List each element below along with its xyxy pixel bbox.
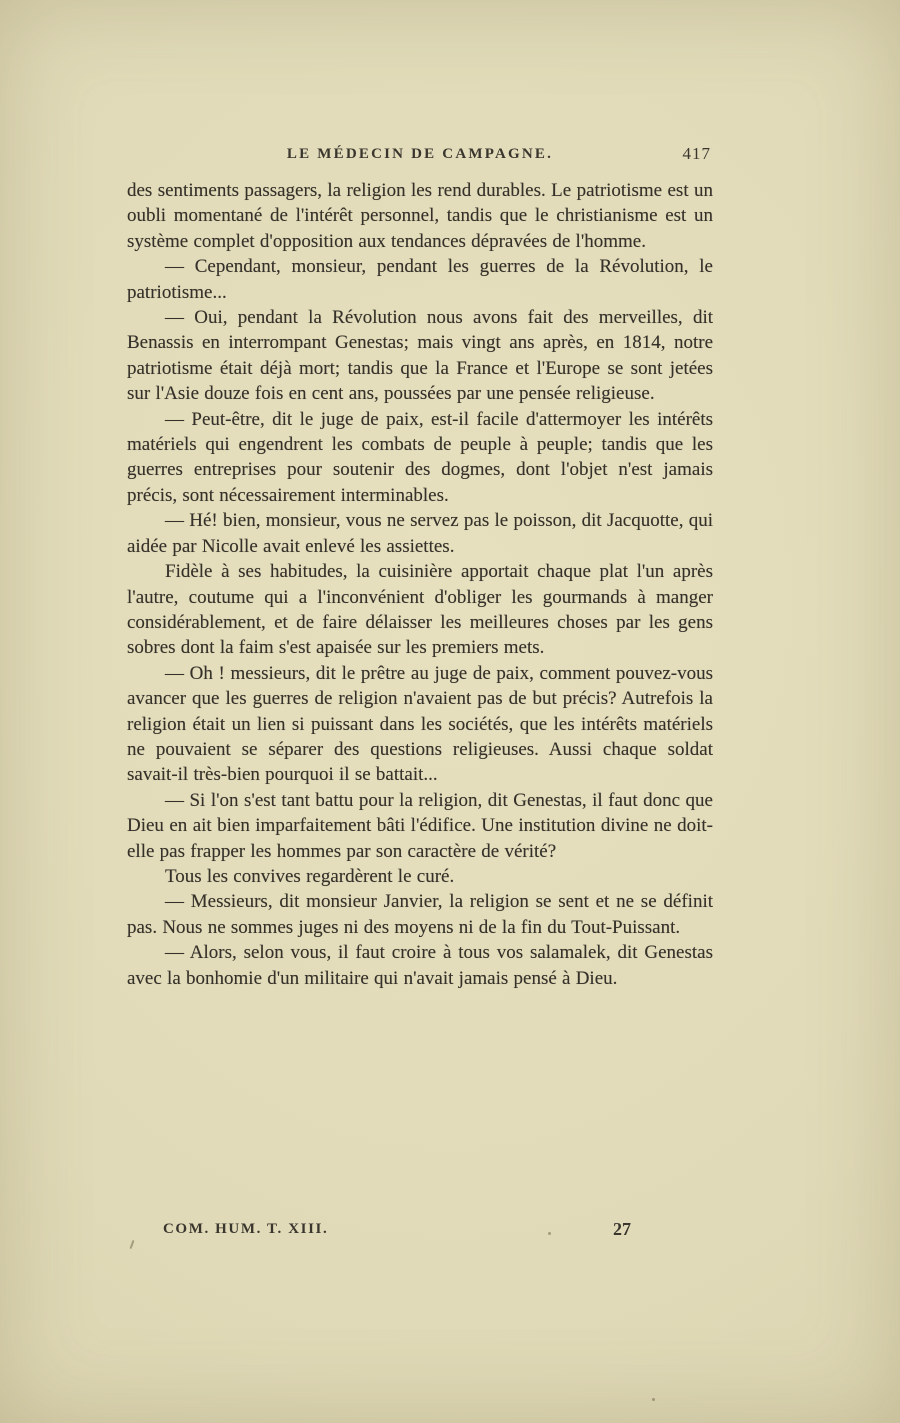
paragraph: — Si l'on s'est tant battu pour la religion, dit Genestas, il faut donc que Dieu en ait bien imparfaitement bâti l'édifice. Une institution divine ne doit-elle pas frapper les hommes par son caractère de vérité? bbox=[127, 789, 713, 862]
page-footer bbox=[127, 1221, 713, 1247]
page-body bbox=[127, 178, 713, 991]
paragraph: Tous les convives regardèrent le curé. bbox=[165, 865, 455, 887]
paragraph: des sentiments passagers, la religion les rend durables. Le patriotisme est un oubli momentané de l'intérêt personnel, tandis que le christianisme est un système complet d'opposition aux tendances dépravées de l'homme. bbox=[127, 180, 713, 252]
paragraph: — Oui, pendant la Révolution nous avons fait des merveilles, dit Benassis en interrompant Genestas; mais vingt ans après, en 1814, notre patriotisme était déjà mort; tandis que la France et l'Europe se sont jetées sur l'Asie douze fois en cent ans, poussées par une pensée religieuse. bbox=[127, 307, 713, 405]
paragraph: — Peut-être, dit le juge de paix, est-il facile d'attermoyer les intérêts matériels qui engendrent les combats de peuple à peuple; tandis que les guerres entreprises pour soutenir des dogmes, dont l'objet n'est jamais précis, sont nécessairement interminables. bbox=[127, 408, 713, 506]
paragraph: — Messieurs, dit monsieur Janvier, la religion se sent et ne se définit pas. Nous ne sommes juges ni des moyens ni de la fin du Tout-Puissant. bbox=[127, 891, 713, 938]
paragraph: — Cependant, monsieur, pendant les guerres de la Révolution, le patriotisme... bbox=[127, 256, 713, 303]
paper-speck bbox=[652, 1398, 655, 1401]
paragraph: Fidèle à ses habitudes, la cuisinière apportait chaque plat l'un après l'autre, coutume qui a l'inconvénient d'obliger les gourmands à manger considérablement, et de faire délaisser les meilleures choses par les gens sobres dont la faim s'est apaisée sur les premiers mets. bbox=[127, 561, 713, 659]
page-header bbox=[127, 146, 713, 170]
sheet-number: 27 bbox=[613, 1219, 631, 1239]
paper-speck bbox=[548, 1232, 551, 1235]
running-title: LE MÉDECIN DE CAMPAGNE. bbox=[286, 146, 554, 162]
paragraph: — Hé! bien, monsieur, vous ne servez pas le poisson, dit Jacquotte, qui aidée par Nicolle avait enlevé les assiettes. bbox=[127, 510, 713, 557]
paragraph: — Alors, selon vous, il faut croire à tous vos salamalek, dit Genestas avec la bonhomie d'un militaire qui n'avait jamais pensé à Dieu. bbox=[127, 942, 713, 989]
page-number: 417 bbox=[682, 144, 711, 163]
paragraph: — Oh ! messieurs, dit le prêtre au juge de paix, comment pouvez-vous avancer que les guerres de religion n'avaient pas de but précis? Autrefois la religion était un lien si puissant dans les sociétés, que les intérêts matériels ne pouvaient se séparer des questions religieuses. Aussi chaque soldat savait-il très-bien pourquoi il se battait... bbox=[127, 662, 713, 786]
signature-mark: COM. HUM. T. XIII. bbox=[163, 1221, 329, 1237]
text-block bbox=[127, 146, 713, 991]
